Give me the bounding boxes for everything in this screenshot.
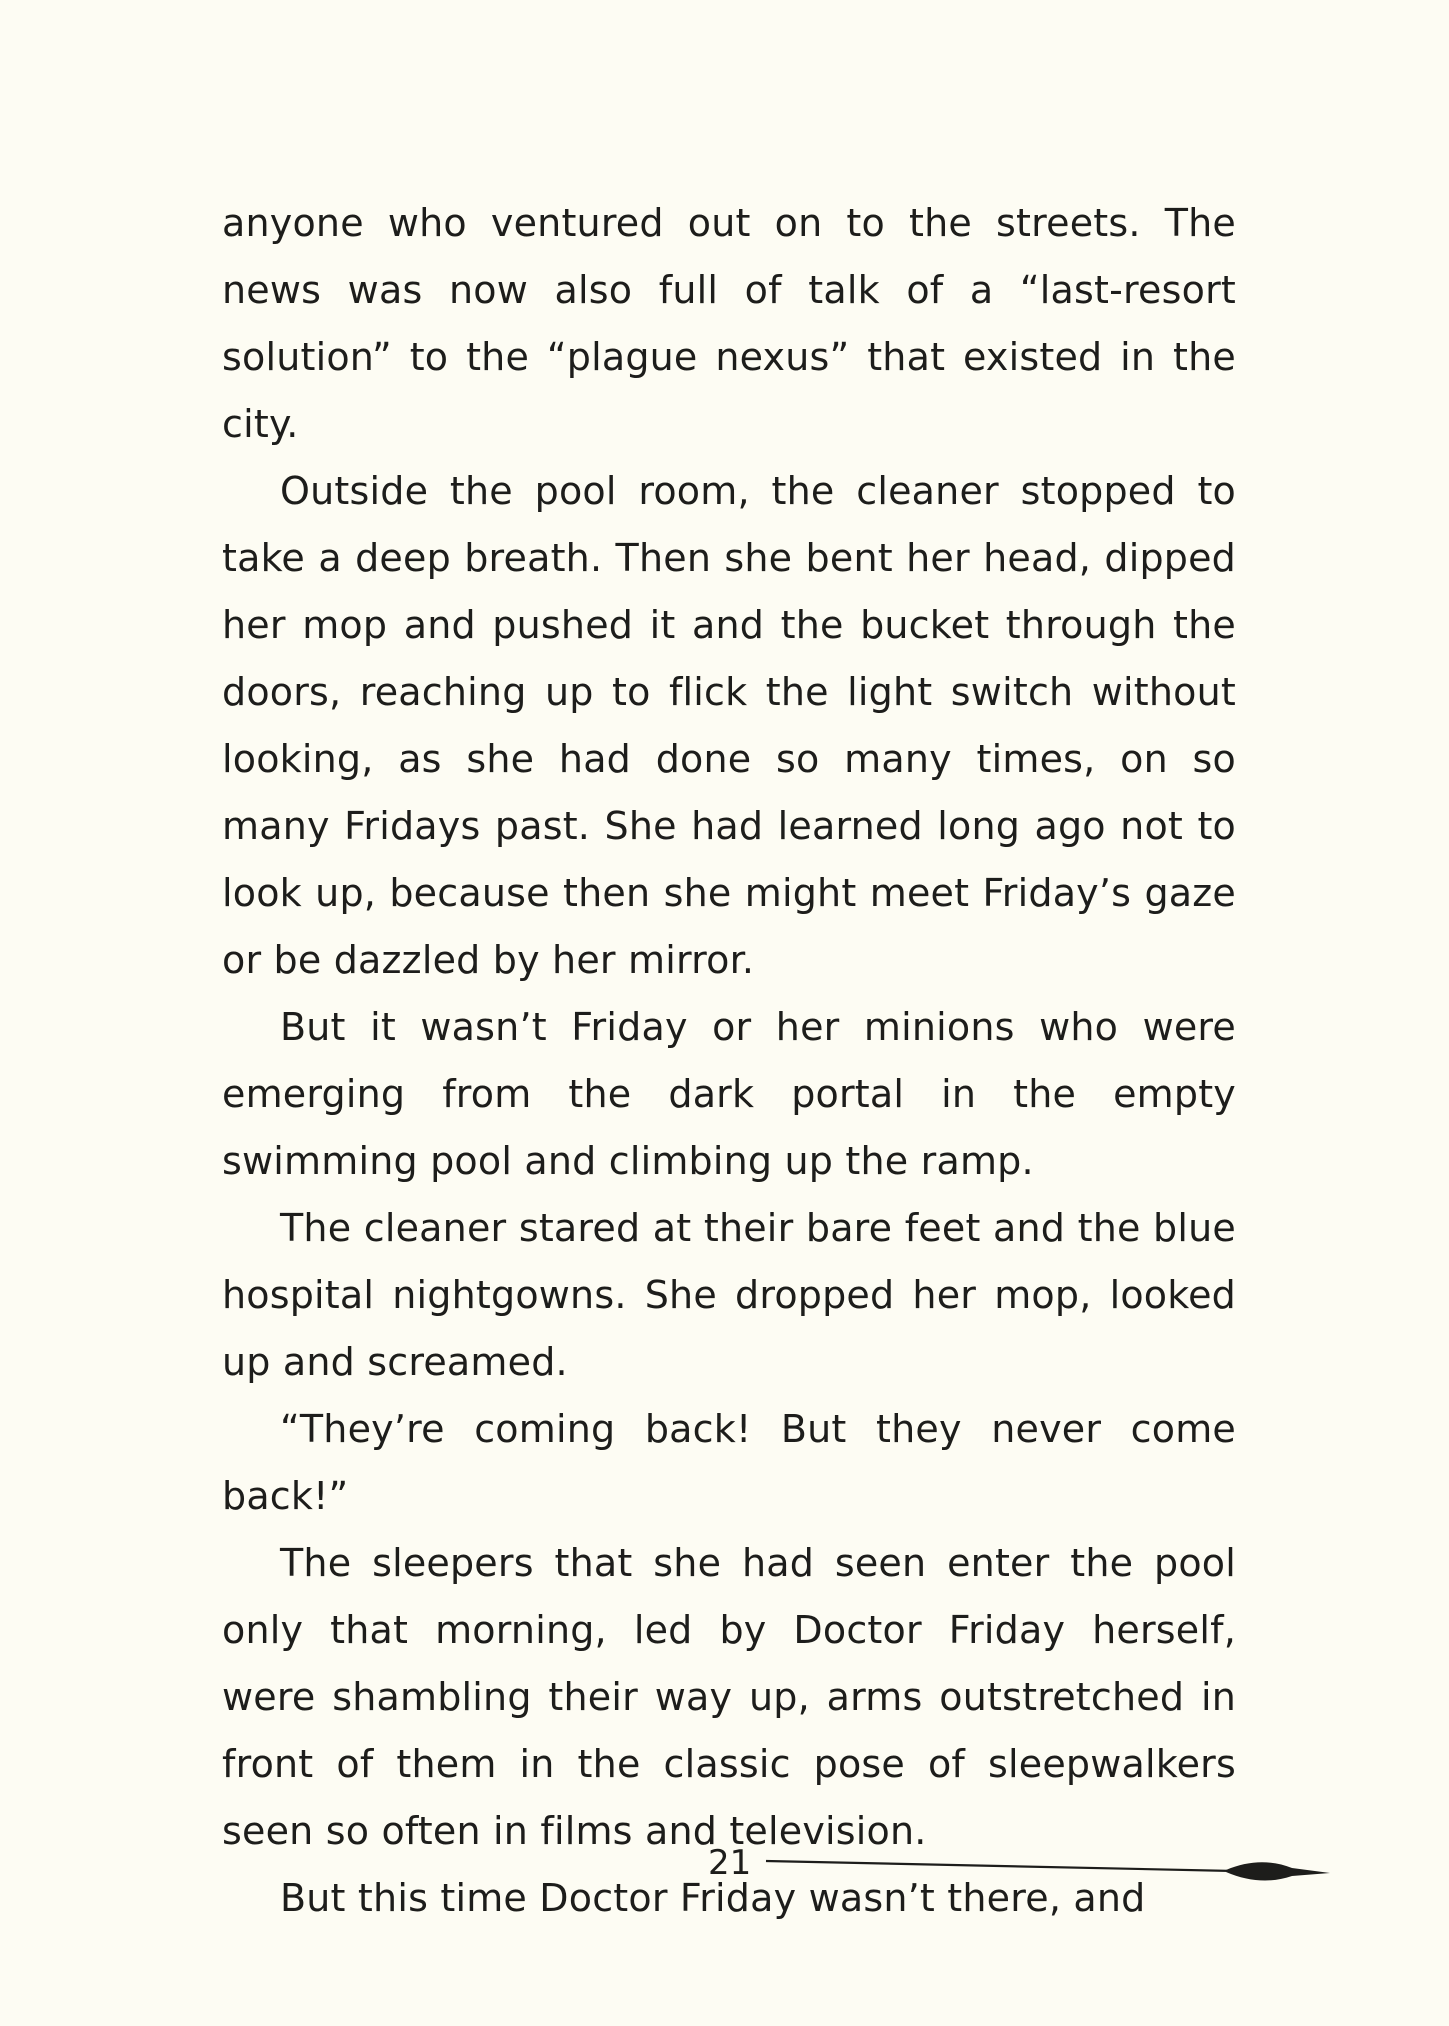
paragraph-2: Outside the pool room, the cleaner stopped to take a deep breath. Then she bent her head, dipped her mop and pushed it and the bucket through the doors, reaching up to flick the light switch without looking, as she had done so many times, on so many Fridays past. She had learned long ago not to look up, because then she might meet Friday’s gaze or be dazzled by her mirror. — [222, 469, 1236, 982]
page-footer — [0, 1838, 1449, 1898]
paragraph-6: The sleepers that she had seen enter the pool only that morning, led by Doctor Friday herself, were shambling their way up, arms outstretched in front of them in the classic pose of sleepwalkers seen so often in films and television. — [222, 1541, 1236, 1853]
paragraph-3: But it wasn’t Friday or her minions who were emerging from the dark portal in the empty swimming pool and climbing up the ramp. — [222, 1005, 1236, 1183]
paragraph-7: But this time Doctor Friday wasn’t there, and — [280, 1876, 1146, 1920]
page-number: 21 — [708, 1843, 752, 1883]
paragraph-1: anyone who ventured out on to the streets. The news was now also full of talk of a “last-resort solution” to the “plague nexus” that existed in the city. — [222, 201, 1236, 446]
paragraph-4: The cleaner stared at their bare feet and the blue hospital nightgowns. She dropped her mop, looked up and screamed. — [222, 1206, 1236, 1384]
pen-nib-rule-icon — [764, 1842, 1344, 1890]
paragraph-5-dialogue: “They’re coming back! But they never come back!” — [222, 1407, 1236, 1518]
page-body — [222, 190, 1236, 1932]
